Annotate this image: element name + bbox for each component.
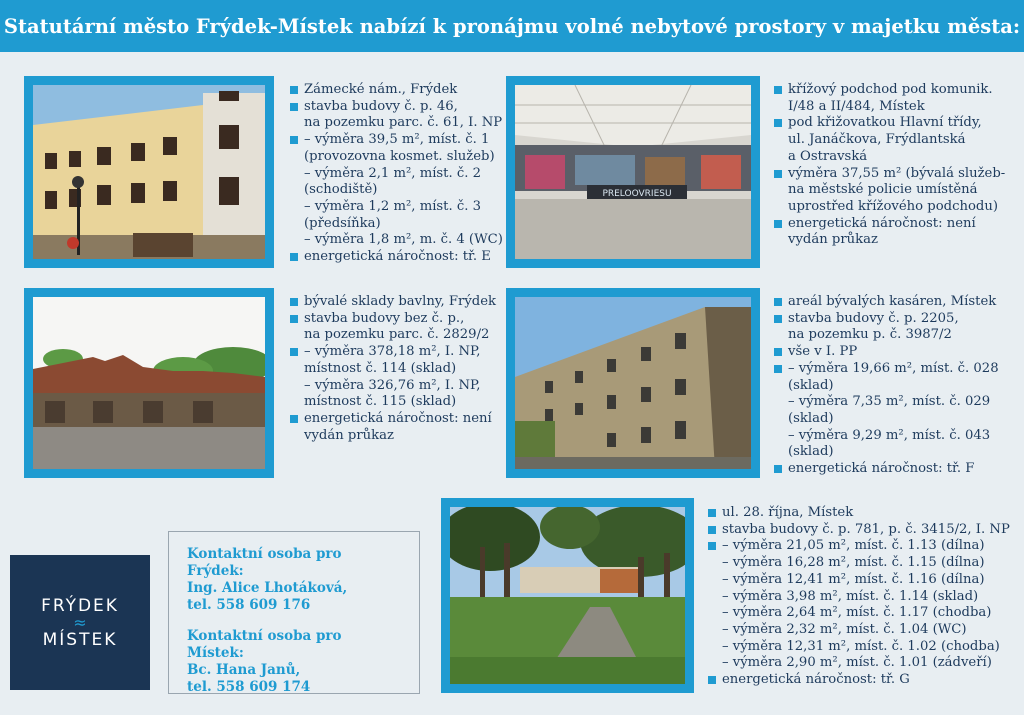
listing-line: (provozovna kosmet. služeb) [304,148,495,164]
park-photo [450,507,685,684]
listing-line: na pozemku p. č. 3987/2 [788,327,952,343]
contact-label: Kontaktní osoba pro Frýdek: [187,546,342,579]
listing-zamecke-namesti [290,82,505,266]
listing-line: – výměra 19,66 m², míst. č. 028 [774,361,1014,378]
contact-frydek [187,546,401,614]
listing-line: I/48 a II/484, Místek [788,98,925,114]
listing-line: křížový podchod pod komunik. [774,82,1014,99]
listing-line: – výměra 12,31 m², míst. č. 1.02 (chodba) [722,638,1000,654]
listing-line: Zámecké nám., Frýdek [290,82,505,99]
listing-line: – výměra 2,1 m², míst. č. 2 [304,165,482,181]
listing-line: (sklad) [788,444,834,460]
contact-phone: tel. 558 609 174 [187,679,311,695]
listing-line: na městské policie umístěná [788,182,978,198]
photo-zamecke-namesti [24,76,274,268]
listing-line: (schodiště) [304,182,378,198]
listing-line: – výměra 1,2 m², míst. č. 3 [304,198,482,214]
listing-line: – výměra 326,76 m², I. NP, [304,377,481,393]
logo-line-1: FRÝDEK [41,595,119,616]
contact-name: Ing. Alice Lhotáková, [187,580,348,596]
underpass-photo [515,85,751,259]
listing-line: a Ostravská [788,148,868,164]
logo-wave-icon: ≈ [73,612,87,632]
photo-sklady-bavlny [24,288,274,478]
listing-kasarny [774,294,1014,478]
contact-box [168,531,420,694]
listing-line: (předsíňka) [304,215,381,231]
listing-line: (sklad) [788,410,834,426]
listing-line: vydán průkaz [788,232,878,248]
listing-line: energetická náročnost: tř. F [774,461,1014,478]
listing-podchod [774,82,1014,249]
warehouse-photo [33,297,265,469]
barracks-photo [515,297,751,469]
listing-line: energetická náročnost: není [290,411,505,428]
photo-28-rijna [441,498,694,693]
listing-28-rijna [708,505,1018,689]
listing-line: místnost č. 114 (sklad) [304,360,457,376]
graffiti-text: PRELOOVRIESU [602,189,672,199]
listing-line: bývalé sklady bavlny, Frýdek [290,294,505,311]
listing-line: areál bývalých kasáren, Místek [774,294,1014,311]
building-photo [33,85,265,259]
listing-line: – výměra 1,8 m², m. č. 4 (WC) [304,232,503,248]
listing-line: vše v I. PP [774,344,1014,361]
listing-line: – výměra 9,29 m², míst. č. 043 [788,427,991,443]
listing-line: ul. Janáčkova, Frýdlantská [788,132,966,148]
listing-line: stavba budovy č. p. 781, p. č. 3415/2, I. NP [708,522,1018,539]
page-title: Statutární město Frýdek-Místek nabízí k pronájmu volné nebytové prostory v majetku města: [0,0,1024,52]
listing-line: uprostřed křížového podchodu) [788,198,998,214]
logo-line-2: MÍSTEK [42,629,118,650]
photo-podchod [506,76,760,268]
contact-mistek [187,628,401,696]
listing-line: – výměra 12,41 m², míst. č. 1.16 (dílna) [722,571,985,587]
contact-phone: tel. 558 609 176 [187,597,311,613]
listing-line: energetická náročnost: není [774,216,1014,233]
listing-line: vydán průkaz [304,427,394,443]
listing-line: energetická náročnost: tř. E [290,249,505,266]
listing-sklady-bavlny [290,294,505,444]
listing-line: (sklad) [788,377,834,393]
photo-kasarny [506,288,760,478]
listing-line: na pozemku parc. č. 61, I. NP [304,115,503,131]
listing-line: stavba budovy č. p. 2205, [774,311,1014,328]
listing-line: pod křižovatkou Hlavní třídy, [774,115,1014,132]
listing-line: – výměra 2,90 m², míst. č. 1.01 (zádveří) [722,655,992,671]
listing-line: – výměra 378,18 m², I. NP, [290,344,505,361]
listing-line: – výměra 2,64 m², míst. č. 1.17 (chodba) [722,605,992,621]
listing-line: výměra 37,55 m² (bývalá služeb- [774,166,1014,183]
listing-line: stavba budovy č. p. 46, [290,99,505,116]
listing-line: – výměra 2,32 m², míst. č. 1.04 (WC) [722,621,967,637]
frydek-mistek-logo [10,555,150,690]
listing-line: – výměra 7,35 m², míst. č. 029 [788,394,991,410]
listing-line: stavba budovy bez č. p., [290,311,505,328]
contact-name: Bc. Hana Janů, [187,662,301,678]
listing-line: ul. 28. října, Místek [708,505,1018,522]
listing-line: místnost č. 115 (sklad) [304,394,457,410]
listing-line: – výměra 16,28 m², míst. č. 1.15 (dílna) [722,555,985,571]
listing-line: na pozemku parc. č. 2829/2 [304,327,490,343]
listing-line: – výměra 39,5 m², míst. č. 1 [290,132,505,149]
listing-line: – výměra 3,98 m², míst. č. 1.14 (sklad) [722,588,979,604]
listing-line: energetická náročnost: tř. G [708,672,1018,689]
listing-line: – výměra 21,05 m², míst. č. 1.13 (dílna) [708,538,1018,555]
contact-label: Kontaktní osoba pro Místek: [187,628,342,661]
